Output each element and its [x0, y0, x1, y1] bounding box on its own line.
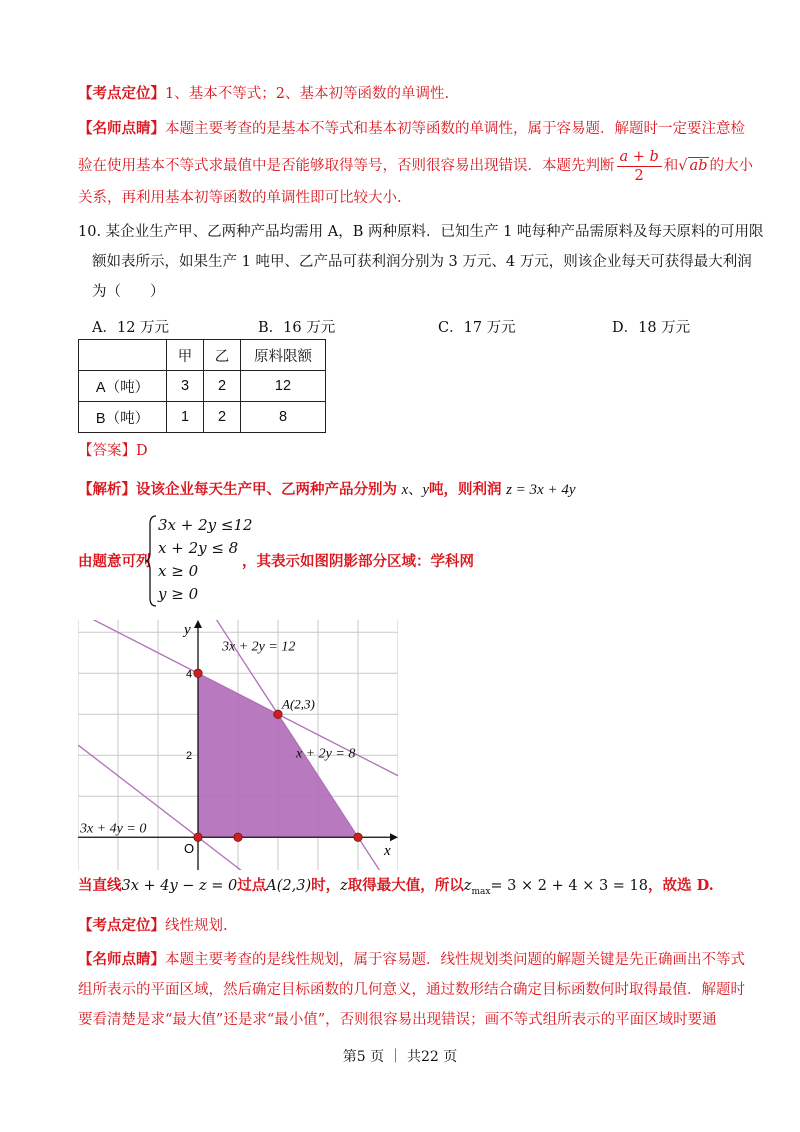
var-y: y	[422, 482, 429, 498]
table-cell: 3	[167, 371, 204, 402]
sep: 、	[408, 482, 423, 498]
mingshi-text-1: 本题主要考查的是基本不等式和基本初等函数的单调性，属于容易题．解题时一定要注意检	[165, 121, 745, 137]
system-line: y ≥ 0	[158, 585, 199, 603]
point-a-label: A(2,3)	[266, 878, 312, 894]
table-cell: A（吨）	[79, 371, 167, 402]
table-header-cell: 原料限额	[241, 340, 326, 371]
kaodian-tag-2: 【考点定位】	[78, 917, 165, 934]
mingshi-text-2b: 的大小	[709, 158, 753, 174]
zmax-symbol: z	[463, 878, 472, 894]
jiexi-line	[78, 480, 576, 500]
chart-svg	[78, 620, 398, 870]
system-line: x + 2y ≤ 8	[158, 539, 239, 557]
table-cell: 1	[167, 402, 204, 433]
vertex-point	[274, 710, 282, 718]
profit-formula: z = 3x + 4y	[506, 482, 576, 498]
option-a: A．12 万元	[92, 320, 170, 336]
materials-table	[78, 339, 326, 433]
var-x: x	[401, 482, 409, 498]
system-tail: ，其表示如图阴影部分区域：学科网	[242, 553, 474, 570]
jiexi-tag: 【解析】	[78, 481, 136, 498]
line-label: 3x + 2y = 12	[222, 639, 296, 655]
table-header-cell: 甲	[167, 340, 204, 371]
vertex-point	[194, 669, 202, 677]
conclusion-text-c: 时，	[311, 877, 341, 894]
table-row	[79, 371, 326, 402]
kaodian-line-2	[78, 916, 228, 936]
var-z: z	[340, 878, 348, 894]
system-line: x ≥ 0	[158, 562, 199, 580]
system-line: 3x + 2y ≤12	[158, 516, 253, 534]
mingshi2-line-2: 组所表示的平面区域，然后确定目标函数的几何意义，通过数形结合确定目标函数何时取得最值．解题时	[78, 982, 745, 998]
vertex-point	[354, 833, 362, 841]
question-line-1: 10. 某企业生产甲、乙两种产品均需用 A，B 两种原料．已知生产 1 吨每种产品需原料及每天原料的可用限	[78, 224, 764, 240]
table-header-row	[79, 340, 326, 371]
y-axis-label: y	[184, 622, 191, 638]
table-header-cell	[79, 340, 167, 371]
mingshi2-line-1	[78, 950, 745, 970]
zmax-subscript: max	[471, 886, 491, 897]
system-brace	[146, 514, 158, 608]
mingshi-line-2	[78, 146, 753, 186]
x-axis-arrow	[390, 833, 398, 841]
page-footer: 第5 页 ｜ 共22 页	[342, 1049, 458, 1065]
origin-label: O	[184, 841, 195, 857]
fraction-numerator: a + b	[617, 148, 662, 167]
sqrt-ab	[678, 157, 709, 174]
table-row	[79, 402, 326, 433]
mingshi2-text-1: 本题主要考查的是线性规划，属于容易题．线性规划类问题的解题关键是先正确画出不等式	[165, 952, 745, 968]
mingshi-line-3: 关系，再利用基本初等函数的单调性即可比较大小.	[78, 190, 402, 206]
option-d: D．18 万元	[612, 320, 691, 336]
mingshi-tag-2: 【名师点睛】	[78, 951, 165, 968]
line-label: x + 2y = 8	[296, 746, 356, 762]
conclusion-line	[78, 876, 714, 902]
fraction-a-plus-b-over-2	[617, 148, 662, 185]
kaodian-text-2: 线性规划.	[165, 918, 228, 934]
x-axis-label: x	[384, 843, 391, 860]
vertex-point	[234, 833, 242, 841]
and-text: 和	[663, 158, 679, 174]
table-cell: 2	[204, 371, 241, 402]
question-line-2: 额如表所示，如果生产 1 吨甲、乙产品可获利润分别为 3 万元、4 万元，则该企业每天可获得最大利润	[92, 254, 752, 270]
objective-line-formula: 3x + 4y − z = 0	[121, 878, 238, 894]
table-cell: 2	[204, 402, 241, 433]
table-cell: B（吨）	[79, 402, 167, 433]
mingshi-tag: 【名师点睛】	[78, 120, 165, 137]
table-cell: 12	[241, 371, 326, 402]
kaodian-text: 1、基本不等式；2、基本初等函数的单调性.	[165, 86, 450, 102]
y-tick-label: 4	[186, 668, 193, 681]
question-line-3: 为（ ）	[92, 284, 165, 300]
y-tick-label: 2	[186, 750, 193, 763]
jiexi-text: 设该企业每天生产甲、乙两种产品分别为	[136, 481, 397, 498]
option-b: B．16 万元	[258, 320, 336, 336]
mingshi2-line-3: 要看清楚是求“最大值”还是求“最小值”，否则很容易出现错误；画不等式组所表示的平面区域时要通	[78, 1012, 717, 1028]
mingshi-text-2a: 验在使用基本不等式求最值中是否能够取得等号，否则很容易出现错误．本题先判断	[78, 158, 615, 174]
line-label: 3x + 4y = 0	[80, 821, 147, 837]
conclusion-text-a: 当直线	[78, 877, 122, 894]
system-lines	[158, 514, 253, 606]
table-cell: 8	[241, 402, 326, 433]
point-label: A(2,3)	[282, 696, 315, 712]
option-c: C．17 万元	[438, 320, 516, 336]
fraction-denominator: 2	[634, 167, 644, 184]
kaodian-tag: 【考点定位】	[78, 85, 165, 102]
conclusion-text-e: ，故选 D.	[648, 877, 714, 894]
conclusion-text-d: 取得最大值，所以	[347, 877, 464, 894]
kaodian-line-1	[78, 84, 449, 104]
feasible-region-chart	[78, 620, 398, 874]
sqrt-symbol: √	[678, 158, 688, 174]
mingshi-line-1	[78, 119, 745, 139]
answer-line: 【答案】D	[78, 443, 148, 459]
system-lead: 由题意可列	[78, 553, 151, 570]
vertex-point	[194, 833, 202, 841]
zmax-formula: = 3 × 2 + 4 × 3 = 18	[490, 878, 649, 894]
jiexi-text-2: 吨，则利润	[428, 481, 502, 498]
conclusion-text-b: 过点	[237, 877, 267, 894]
y-axis-arrow	[194, 620, 202, 628]
sqrt-body: ab	[689, 158, 708, 174]
table-header-cell: 乙	[204, 340, 241, 371]
